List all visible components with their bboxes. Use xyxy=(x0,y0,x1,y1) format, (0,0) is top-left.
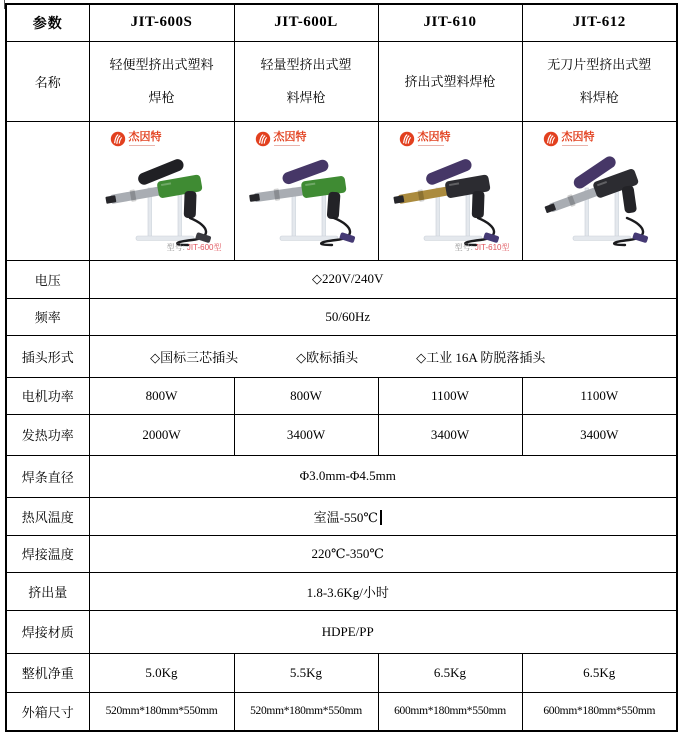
row-label-box-size[interactable]: 外箱尺寸 xyxy=(6,692,89,731)
net-weight-row xyxy=(6,653,677,692)
stand-leg xyxy=(615,186,619,238)
gun-grip xyxy=(472,190,485,217)
box-size-jit-600l[interactable]: 520mm*180mm*550mm xyxy=(234,692,378,731)
row-label-frequency[interactable]: 频率 xyxy=(6,298,89,335)
power-plug xyxy=(632,231,648,242)
frequency-row xyxy=(6,298,677,335)
brand-logo-text: 杰因特 xyxy=(128,130,162,143)
hot-air-temp-value[interactable] xyxy=(89,497,677,535)
welding-material-row xyxy=(6,610,677,653)
row-label-heating-power[interactable]: 发热功率 xyxy=(6,414,89,455)
welding-material-value[interactable]: HDPE/PP xyxy=(89,610,677,653)
box-size-row xyxy=(6,692,677,731)
motor-power-jit-600l[interactable]: 800W xyxy=(234,377,378,414)
param-header-cell[interactable]: 参数 xyxy=(6,4,89,41)
heating-power-jit-600l[interactable]: 3400W xyxy=(234,414,378,455)
motor-power-jit-612[interactable]: 1100W xyxy=(522,377,677,414)
voltage-row xyxy=(6,260,677,298)
product-name-jit-600s[interactable]: 轻便型挤出式塑料焊枪 xyxy=(89,41,234,121)
row-label-net-weight[interactable]: 整机净重 xyxy=(6,653,89,692)
rod-diameter-value[interactable]: Φ3.0mm-Φ4.5mm xyxy=(89,455,677,497)
extrusion-output-row xyxy=(6,572,677,610)
row-label-extrusion-output[interactable]: 挤出量 xyxy=(6,572,89,610)
motor-power-row xyxy=(6,377,677,414)
row-label-welding-material[interactable]: 焊接材质 xyxy=(6,610,89,653)
net-weight-jit-600l[interactable]: 5.5Kg xyxy=(234,653,378,692)
motor-power-jit-610[interactable]: 1100W xyxy=(378,377,522,414)
brand-logo xyxy=(399,131,451,147)
photo-row-label-cell[interactable] xyxy=(6,121,89,260)
plug-option-industrial: ◇工业 16A 防脱落插头 xyxy=(416,349,546,365)
product-photo[interactable] xyxy=(235,122,378,260)
model-header-jit-610[interactable]: JIT-610 xyxy=(378,4,522,41)
text-cursor xyxy=(380,510,382,525)
name-row xyxy=(6,41,677,121)
brand-logo-text: 杰因特 xyxy=(273,130,307,143)
hot-air-temp-text: 室温-550℃ xyxy=(313,509,378,525)
net-weight-jit-610[interactable]: 6.5Kg xyxy=(378,653,522,692)
product-spec-table xyxy=(5,3,678,732)
box-size-jit-600s[interactable]: 520mm*180mm*550mm xyxy=(89,692,234,731)
power-plug xyxy=(339,231,355,242)
welding-temp-row xyxy=(6,535,677,572)
brand-tagline-line xyxy=(562,145,588,146)
plug-option-eu: ◇欧标插头 xyxy=(296,349,359,365)
gun-nozzle-tip xyxy=(249,193,260,201)
box-size-jit-612[interactable]: 600mm*180mm*550mm xyxy=(522,692,677,731)
model-header-jit-600s[interactable]: JIT-600S xyxy=(89,4,234,41)
plug-option-cn: ◇国标三芯插头 xyxy=(150,349,239,365)
caption-prefix: 型号: xyxy=(454,242,473,252)
product-photo[interactable] xyxy=(90,122,234,260)
brand-tagline-line xyxy=(129,145,155,146)
hot-air-temp-row xyxy=(6,497,677,535)
heating-power-jit-610[interactable]: 3400W xyxy=(378,414,522,455)
caption-prefix: 型号: xyxy=(166,242,185,252)
row-label-motor-power[interactable]: 电机功率 xyxy=(6,377,89,414)
caption-model: JIT-600型 xyxy=(186,242,222,252)
plug-type-value[interactable] xyxy=(89,335,677,377)
welding-gun-illustration xyxy=(537,148,661,248)
plug-type-row xyxy=(6,335,677,377)
row-label-hot-air-temp[interactable]: 热风温度 xyxy=(6,497,89,535)
product-name-jit-610[interactable]: 挤出式塑料焊枪 xyxy=(378,41,522,121)
welding-temp-value[interactable]: 220℃-350℃ xyxy=(89,535,677,572)
brand-logo-icon xyxy=(255,131,271,147)
row-label-plug-type[interactable]: 插头形式 xyxy=(6,335,89,377)
model-header-jit-600l[interactable]: JIT-600L xyxy=(234,4,378,41)
gun-grip xyxy=(327,191,341,219)
row-label-rod-diameter[interactable]: 焊条直径 xyxy=(6,455,89,497)
welding-gun-illustration xyxy=(244,148,368,248)
row-label-welding-temp[interactable]: 焊接温度 xyxy=(6,535,89,572)
extrusion-output-value[interactable]: 1.8-3.6Kg/小时 xyxy=(89,572,677,610)
brand-tagline-line xyxy=(274,145,300,146)
net-weight-jit-612[interactable]: 6.5Kg xyxy=(522,653,677,692)
frequency-value[interactable]: 50/60Hz xyxy=(89,298,677,335)
heating-power-jit-612[interactable]: 3400W xyxy=(522,414,677,455)
welding-gun-illustration xyxy=(388,148,512,248)
motor-power-jit-600s[interactable]: 800W xyxy=(89,377,234,414)
box-size-jit-610[interactable]: 600mm*180mm*550mm xyxy=(378,692,522,731)
product-name-jit-612[interactable]: 无刀片型挤出式塑料焊枪 xyxy=(522,41,677,121)
photo-cell-jit-610 xyxy=(378,121,522,260)
brand-logo-text: 杰因特 xyxy=(417,130,451,143)
brand-logo-icon xyxy=(399,131,415,147)
product-photo[interactable] xyxy=(523,122,677,260)
brand-logo-icon xyxy=(110,131,126,147)
product-name-jit-600l[interactable]: 轻量型挤出式塑料焊枪 xyxy=(234,41,378,121)
caption-model: JIT-610型 xyxy=(474,242,510,252)
photo-row xyxy=(6,121,677,260)
photo-caption xyxy=(167,242,222,253)
brand-logo-icon xyxy=(543,131,559,147)
rod-diameter-row xyxy=(6,455,677,497)
brand-tagline-line xyxy=(418,145,444,146)
brand-logo-text: 杰因特 xyxy=(561,130,595,143)
heating-power-jit-600s[interactable]: 2000W xyxy=(89,414,234,455)
welding-gun-illustration xyxy=(100,148,224,248)
net-weight-jit-600s[interactable]: 5.0Kg xyxy=(89,653,234,692)
row-label-voltage[interactable]: 电压 xyxy=(6,260,89,298)
product-photo[interactable] xyxy=(379,122,522,260)
voltage-value[interactable]: ◇220V/240V xyxy=(89,260,677,298)
photo-cell-jit-600s xyxy=(89,121,234,260)
photo-cell-jit-612 xyxy=(522,121,677,260)
header-row xyxy=(6,4,677,41)
brand-logo xyxy=(543,131,595,147)
gun-grip xyxy=(622,185,638,213)
model-header-jit-612[interactable]: JIT-612 xyxy=(522,4,677,41)
photo-caption xyxy=(662,244,664,253)
row-label-name[interactable]: 名称 xyxy=(6,41,89,121)
photo-caption xyxy=(364,244,366,253)
gun-grip xyxy=(183,190,196,217)
photo-caption xyxy=(455,242,510,253)
photo-cell-jit-600l xyxy=(234,121,378,260)
heating-power-row xyxy=(6,414,677,455)
brand-logo xyxy=(255,131,307,147)
brand-logo xyxy=(110,131,162,147)
